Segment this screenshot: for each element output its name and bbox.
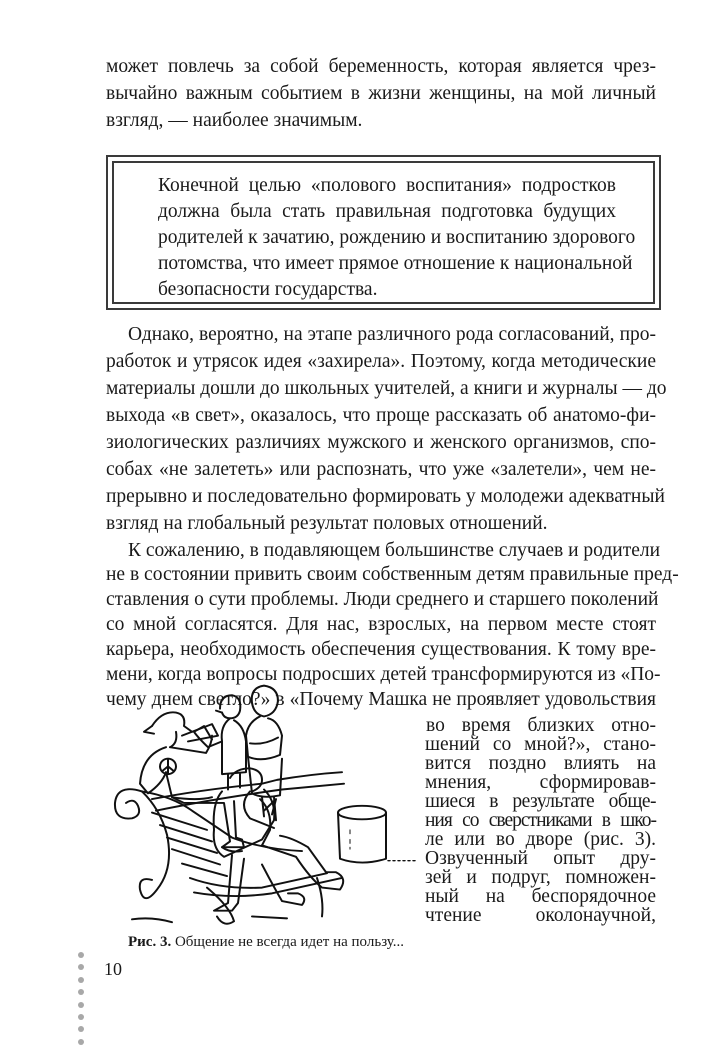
- standing-person-cup: [194, 695, 246, 789]
- text-line: ставления о сути проблемы. Люди среднего и старшего поколений: [106, 589, 659, 610]
- figure-caption-text: Общение не всегда идет на пользу...: [174, 934, 405, 950]
- text-line: чему днем светло?» в «Почему Машка не проявляет удовольствия: [106, 689, 656, 710]
- callout-line: родителей к зачатию, рождению и воспитанию здорового: [158, 227, 636, 248]
- callout-line: потомства, что имеет прямое отношение к национальной: [158, 253, 633, 274]
- text-line: Озвученный опыт дру-: [425, 848, 656, 869]
- text-line: вится поздно влиять на: [425, 753, 656, 774]
- text-line: зей и подруг, помножен-: [425, 867, 656, 888]
- callout-line: Конечной целью «полового воспитания» подростков: [158, 175, 616, 196]
- text-line: во время близких отно-: [426, 715, 656, 736]
- text-line: собах «не залететь» или распознать, что уже «залетели», чем не-: [106, 459, 656, 480]
- callout-line: должна была стать правильная подготовка будущих: [158, 201, 616, 222]
- text-line: шиеся в результате обще-: [425, 791, 656, 812]
- text-line: взгляд, — наиболее значимым.: [106, 110, 363, 131]
- text-line: материалы дошли до школьных учителей, а книги и журналы — до: [106, 378, 667, 399]
- text-line: взгляд на глобальный результат половых отношений.: [106, 513, 548, 534]
- callout-line: безопасности государства.: [158, 279, 378, 300]
- text-line: ный на беспорядочное: [425, 886, 656, 907]
- margin-dots-decoration: [78, 952, 86, 1051]
- text-line: ния со сверстниками в шко-: [425, 810, 656, 831]
- text-line: мени, когда вопросы подросших детей трансформируются из «По-: [106, 664, 661, 685]
- text-line: мнения, сформировав-: [425, 772, 656, 793]
- figure-caption: [128, 933, 404, 951]
- text-line: зиологических различиях мужского и женского организмов, спо-: [106, 432, 656, 453]
- text-line: Однако, вероятно, на этапе различного рода согласований, про-: [128, 324, 656, 345]
- text-line: ле или во дворе (рис. 3).: [425, 829, 656, 850]
- text-line: вычайно важным событием в жизни женщины, на мой личный: [106, 83, 656, 104]
- page-number: 10: [104, 959, 122, 979]
- figure-label: Рис. 3.: [128, 934, 172, 950]
- text-line: прерывно и последовательно формировать у молодежи адекватный: [106, 486, 665, 507]
- trash-bin: [338, 806, 386, 863]
- text-line: не в состоянии привить своим собственным детям правильные пред-: [106, 564, 679, 585]
- text-line: со мной согласятся. Для нас, взрослых, на первом месте стоят: [106, 614, 656, 635]
- text-line: карьера, необходимость обеспечения существования. К тому вре-: [106, 639, 656, 660]
- text-line: может повлечь за собой беременность, которая является чрез-: [106, 56, 656, 77]
- text-line: чтение околонаучной,: [425, 905, 656, 926]
- text-line: выхода «в свет», оказалось, что проще рассказать об анатомо-фи-: [106, 405, 656, 426]
- text-line: К сожалению, в подавляющем большинстве случаев и родители: [128, 540, 661, 561]
- text-line: работок и утрясок идея «захирела». Поэтому, когда методические: [106, 351, 656, 372]
- text-line: шений со мной?», стано-: [425, 734, 656, 755]
- figure-illustration: [112, 676, 422, 928]
